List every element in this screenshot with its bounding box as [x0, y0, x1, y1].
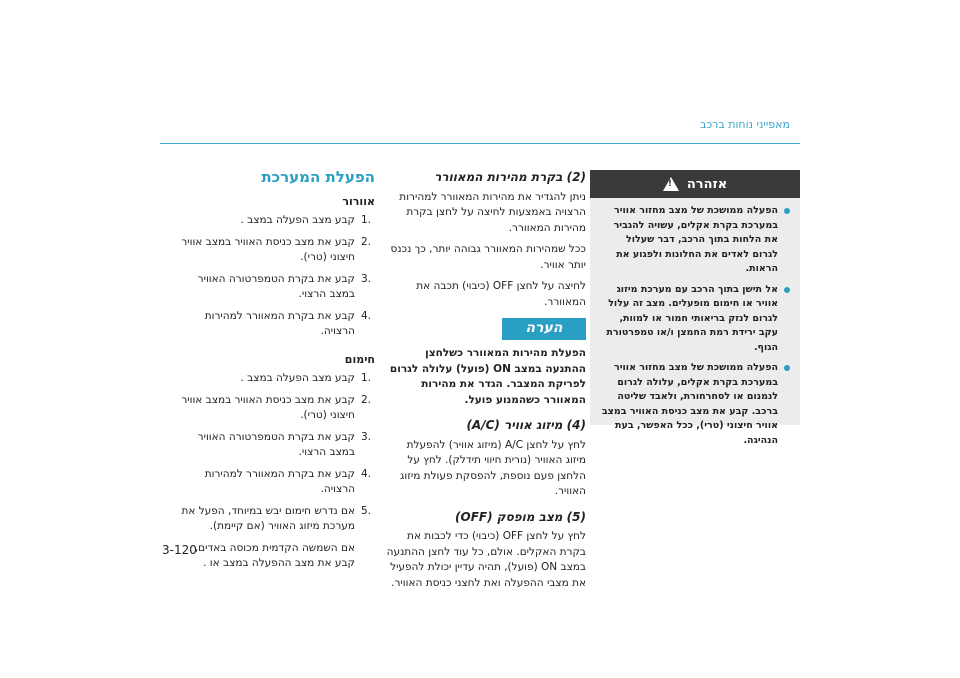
bullet-icon: [784, 208, 790, 214]
note-label: הערה: [502, 318, 586, 340]
page-number: 3-120: [162, 543, 197, 557]
header-title: מאפייני נוחות ברכב: [699, 118, 790, 131]
list-item: 3. קבע את בקרת הטמפרטורה האוויר במצב הרצוי.: [197, 430, 372, 458]
fan-speed-text: ניתן להגדיר את מהירות המאוורר למהירות הרצויה באמצעות לחיצה על לחצן בקרת מהירות המאוורר.: [399, 190, 586, 234]
warning-title: אזהרה: [686, 176, 728, 192]
list-item: 2. קבע את מצב כניסת האוויר במצב אוויר חיצוני (טרי).: [181, 235, 372, 263]
fan-speed-title: (2) בקרת מהירות המאוורר: [434, 170, 586, 184]
warning-box: [590, 170, 800, 446]
note-text: הפעלת מהירות המאוורר כשלחצן ההתנעה במצב ON (פועל) עלולה לגרום לפריקת המצבר. הגדר את מהירות המאוורר כשהמנוע פועל.: [389, 347, 586, 406]
list-item: 5. אם נדרש חימום יבש במיוחד, הפעל את מערכת מיזוג האוויר (אם קיימת).: [181, 504, 372, 532]
warning-item: הפעלה ממושכת של מצב מחזור אוויר במערכת בקרת אקלים, עשויה להגביר את הלחות בתוך הרכב, דבר שעלול לגרום לאדים את החלונות ולפגוע את הראות.: [600, 204, 790, 277]
list-item: אם השמשה הקדמית מכוסה באדים, קבע את מצב ההפעלה במצב או .: [194, 541, 355, 569]
warning-item: הפעלה ממושכת של מצב מחזור אוויר במערכת בקרת אקלים, עלולה לגרום לנמנום או לסחרחורת, ולאבד שליטה ברכב. קבע את מצב כניסת האוויר במצב אוויר חיצוני (טרי), ככל האפשר, בעת הנהיגה.: [600, 361, 790, 448]
list-item: 1. קבע מצב הפעלה במצב .: [240, 214, 372, 226]
bullet-icon: [784, 365, 790, 371]
header-rule: [160, 143, 800, 144]
list-item: 4. קבע את בקרת המאוורר למהירות הרצויה.: [204, 467, 372, 495]
list-item: 3. קבע את בקרת הטמפרטורה האוויר במצב הרצוי.: [197, 272, 372, 300]
warning-triangle-icon: !: [663, 177, 679, 191]
heating-title: חימום: [344, 352, 375, 366]
controls-column: [386, 170, 586, 597]
system-operation-column: [180, 170, 375, 578]
ventilation-title: אוורור: [342, 194, 375, 208]
ac-text: לחץ על לחצן A/C (מיזוג אוויר) להפעלת מיזוג האוויר (נורית חיווי תידלק). לחץ על הלחצן פעם נוספת, להפסקת פעולת מיזוג האוויר.: [400, 438, 586, 497]
warning-header: [590, 170, 800, 198]
list-item: 1. קבע מצב הפעלה במצב .: [240, 372, 372, 384]
fan-speed-text-3: לחיצה על לחצן OFF (כיבוי) תכבה את המאוורר.: [416, 280, 586, 308]
off-mode-text: לחץ על לחצן OFF (כיבוי) כדי לכבות את בקרת האקלים. אולם, כל עוד לחצן ההתנעה במצב ON (פועל), תהיה עדיין יכולת להפעיל את מצבי ההפעלה ואת לחצני כניסת האוויר.: [386, 530, 586, 589]
fan-speed-text-2: ככל שמהירות המאוורר גבוהה יותר, כך נכנס יותר אוויר.: [390, 243, 586, 271]
heating-list: [180, 371, 375, 572]
section-title: הפעלת המערכת: [261, 168, 375, 186]
warning-body: [590, 198, 800, 460]
ac-title: (4) מיזוג אוויר (A/C): [466, 418, 586, 432]
ventilation-list: [180, 213, 375, 340]
off-mode-title: (5) מצב מופסק (OFF): [455, 509, 586, 524]
list-item: 4. קבע את בקרת המאוורר למהירות הרצויה.: [204, 309, 372, 337]
list-item: 2. קבע את מצב כניסת האוויר במצב אוויר חיצוני (טרי).: [181, 393, 372, 421]
bullet-icon: [784, 287, 790, 293]
warning-item: אל תישן בתוך הרכב עם מערכת מיזוג אוויר או חימום מופעלים. מצב זה עלול לגרום לנזק בריאותי חמור או למוות, עקב ירידת רמת החמצן ו/או טמפרטורת הגוף.: [600, 283, 790, 356]
